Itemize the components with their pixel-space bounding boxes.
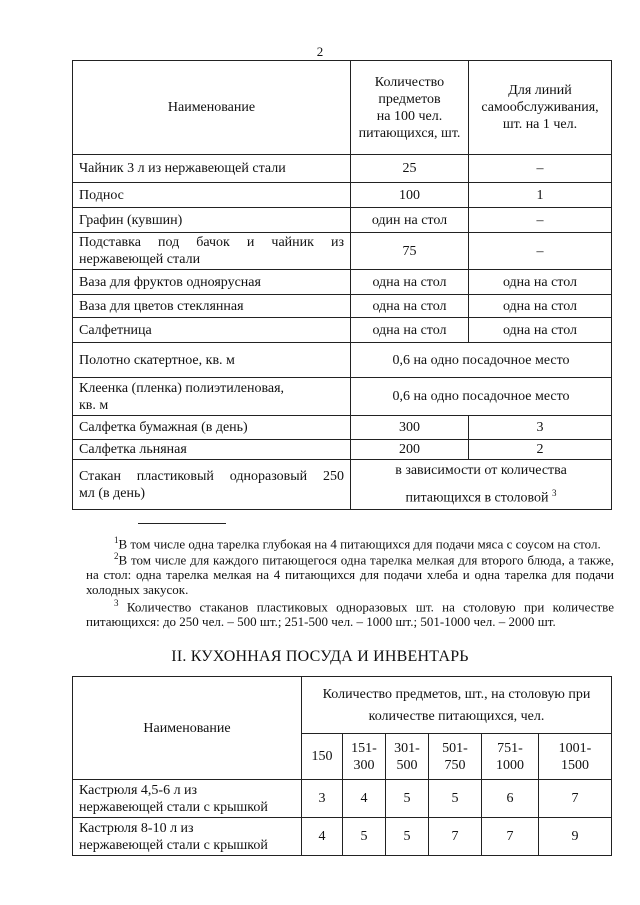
- header-col-line: 1500: [561, 757, 589, 773]
- row-name-line: кв. м: [79, 397, 109, 413]
- header-self-service: [469, 61, 612, 155]
- header-col-line: 151-: [351, 740, 377, 756]
- table-row: [73, 183, 612, 208]
- row-name: Ваза для фруктов одноярусная: [73, 270, 351, 295]
- footnote-text: В том числе для каждого питающегося одна тарелка мелкая для второго блюда, а также, на стол: одна тарелка мелкая на 4 питающихся для подачи хлеба и одна тарелка для подачи холодных закусок.: [86, 552, 614, 598]
- header-col: [482, 734, 539, 780]
- row-count: 100: [351, 183, 469, 208]
- header-col-line: 1000: [496, 757, 524, 773]
- header-col: [429, 734, 482, 780]
- row-value: 6: [482, 780, 539, 818]
- row-name: Чайник 3 л из нержавеющей стали: [73, 155, 351, 183]
- row-value: 3: [302, 780, 343, 818]
- row-name: Салфетка бумажная (в день): [73, 416, 351, 440]
- row-name: [73, 818, 302, 856]
- row-count: 200: [351, 440, 469, 460]
- header-name: Наименование: [73, 61, 351, 155]
- kitchenware-table: [72, 676, 612, 856]
- header-name: Наименование: [73, 677, 302, 780]
- table-header-row: [73, 61, 612, 155]
- row-value: 5: [386, 818, 429, 856]
- header-col-line: 150: [311, 749, 333, 764]
- header-col-line: 751-: [497, 740, 523, 756]
- header-self-line: Для линий: [508, 83, 572, 98]
- row-self: –: [469, 208, 612, 233]
- table-header-row: [73, 677, 612, 734]
- row-count: 25: [351, 155, 469, 183]
- table-row: [73, 378, 612, 416]
- row-merged-line: в зависимости от количества: [395, 463, 567, 479]
- row-self: 3: [469, 416, 612, 440]
- row-name-line: нержавеющей стали с крышкой: [79, 799, 268, 815]
- row-value: 7: [429, 818, 482, 856]
- row-name-line: Стакан пластиковый одноразовый 250: [79, 468, 344, 484]
- header-self-line: самообслуживания,: [481, 100, 599, 115]
- row-name: Салфетница: [73, 318, 351, 343]
- row-self: –: [469, 233, 612, 270]
- row-name-line: нержавеющей стали с крышкой: [79, 837, 268, 853]
- row-count: одна на стол: [351, 295, 469, 318]
- header-col: [386, 734, 429, 780]
- row-name-line: Кастрюля 4,5-6 л из: [79, 782, 198, 798]
- footnote-marker: 2: [114, 551, 119, 561]
- header-self-line: шт. на 1 чел.: [502, 117, 578, 132]
- row-merged-text: питающихся в столовой: [405, 490, 549, 506]
- row-count: одна на стол: [351, 318, 469, 343]
- header-group-line: Количество предметов, шт., на столовую при: [322, 686, 591, 702]
- row-merged-value: [351, 460, 612, 510]
- row-name: Ваза для цветов стеклянная: [73, 295, 351, 318]
- row-merged-line: [357, 485, 605, 507]
- table-row: [73, 343, 612, 378]
- header-col-line: 501-: [442, 740, 468, 756]
- row-value: 5: [386, 780, 429, 818]
- footnote-text: В том числе одна тарелка глубокая на 4 питающихся для подачи мяса с соусом на стол.: [118, 536, 601, 552]
- row-self: одна на стол: [469, 295, 612, 318]
- table-row: [73, 818, 612, 856]
- table-row: [73, 440, 612, 460]
- row-count: один на стол: [351, 208, 469, 233]
- row-value: 5: [429, 780, 482, 818]
- row-name: Полотно скатертное, кв. м: [73, 343, 351, 378]
- row-name: Графин (кувшин): [73, 208, 351, 233]
- row-name: [73, 460, 351, 510]
- header-col: [343, 734, 386, 780]
- table-row: [73, 233, 612, 270]
- footnote-2: [86, 549, 614, 597]
- footnote-3: [86, 596, 614, 629]
- row-name-line: мл (в день): [79, 485, 145, 501]
- row-count: 300: [351, 416, 469, 440]
- header-count-line: предметов: [378, 91, 441, 107]
- row-name-line: Клеенка (пленка) полиэтиленовая,: [79, 380, 285, 396]
- header-group-line: количестве питающихся, чел.: [368, 708, 545, 724]
- row-self: –: [469, 155, 612, 183]
- table-row: [73, 318, 612, 343]
- row-merged-value: 0,6 на одно посадочное место: [351, 378, 612, 416]
- footnote-marker: 1: [114, 535, 119, 545]
- header-count-line: на 100 чел.: [376, 108, 443, 124]
- row-name: Поднос: [73, 183, 351, 208]
- table-row: [73, 208, 612, 233]
- row-self: 1: [469, 183, 612, 208]
- row-self: одна на стол: [469, 270, 612, 295]
- header-count: [351, 61, 469, 155]
- row-name-line: Кастрюля 8-10 л из: [79, 820, 194, 836]
- header-col-line: 750: [444, 757, 466, 773]
- header-col-line: 300: [353, 757, 375, 773]
- row-merged-value: 0,6 на одно посадочное место: [351, 343, 612, 378]
- row-name-line: нержавеющей стали: [79, 252, 201, 267]
- footnote-divider: [138, 523, 226, 524]
- row-self: одна на стол: [469, 318, 612, 343]
- row-name: [73, 233, 351, 270]
- header-col: [302, 734, 343, 780]
- row-self: 2: [469, 440, 612, 460]
- row-value: 9: [539, 818, 612, 856]
- row-name: Салфетка льняная: [73, 440, 351, 460]
- row-name: [73, 378, 351, 416]
- page-number: 2: [316, 44, 324, 59]
- row-value: 4: [343, 780, 386, 818]
- row-value: 4: [302, 818, 343, 856]
- footnote-text: Количество стаканов пластиковых одноразовых шт. на столовую при количестве питающихся: до 250 чел. – 500 шт.; 251-500 чел. – 1000 шт.; 501-1000 чел. – 2000 шт.: [86, 599, 615, 630]
- header-col-line: 1001-: [558, 740, 592, 756]
- row-count: 75: [351, 233, 469, 270]
- table-row: [73, 295, 612, 318]
- table-row: [73, 416, 612, 440]
- footnote-marker: 3: [114, 598, 119, 608]
- header-group: [302, 677, 612, 734]
- table-row: [73, 270, 612, 295]
- row-name-line: Подставка под бачок и чайник из: [79, 235, 344, 250]
- table-row: [73, 155, 612, 183]
- row-count: одна на стол: [351, 270, 469, 295]
- row-value: 5: [343, 818, 386, 856]
- table-row: [73, 460, 612, 510]
- section-title: II. КУХОННАЯ ПОСУДА И ИНВЕНТАРЬ: [171, 648, 469, 665]
- header-col-line: 500: [396, 757, 418, 773]
- tableware-table: [72, 60, 612, 510]
- header-col-line: 301-: [394, 740, 420, 756]
- row-value: 7: [482, 818, 539, 856]
- header-col: [539, 734, 612, 780]
- footnote-ref: 3: [552, 488, 557, 499]
- row-value: 7: [539, 780, 612, 818]
- header-count-line: Количество: [374, 74, 445, 90]
- row-name: [73, 780, 302, 818]
- table-row: [73, 780, 612, 818]
- header-count-line: питающихся, шт.: [358, 125, 461, 141]
